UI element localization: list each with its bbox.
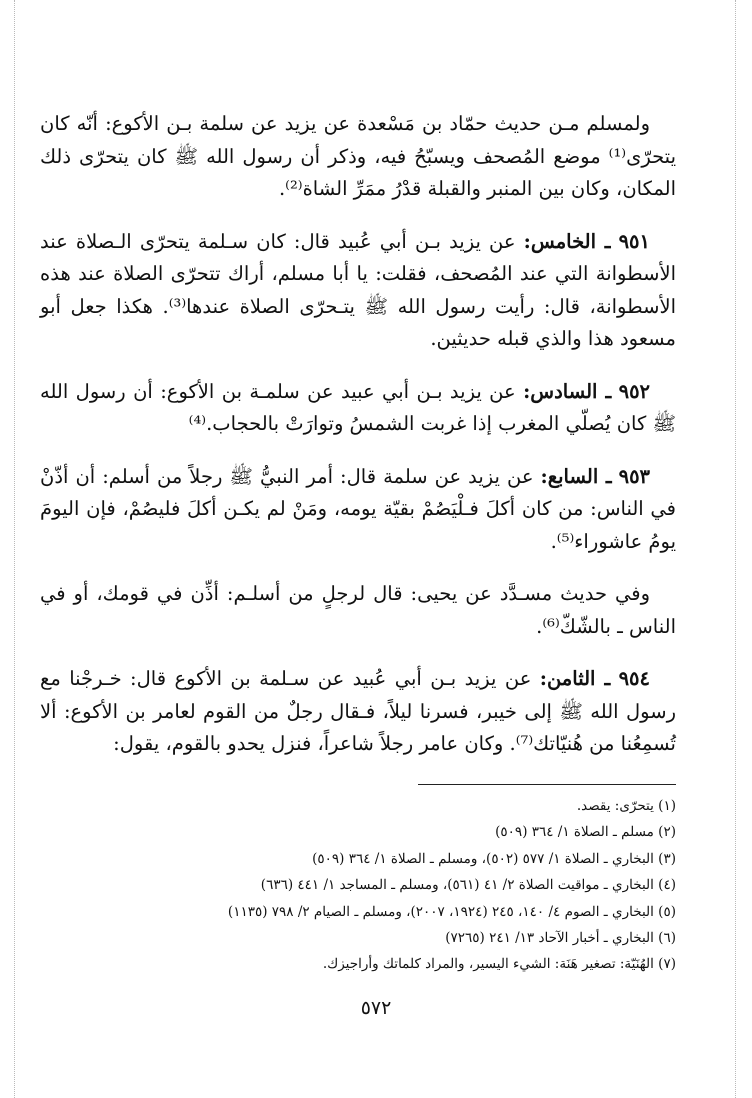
hadith-text: عن يزيد بـن أبي عُبيد عن سـلمة بن الأكوع قال: خـرجْنا مع رسول الله ﷺ إلى خيبر، فسرنا ليلاً، فـقال رجلٌ من القوم لعامر بن الأكوع: ألا تُسمِعُنا من هُنيّاتك⁽⁷⁾. وكان عامر رجلاً شاعراً، فنزل يحدو بالقوم، يقول: <box>40 667 676 755</box>
hadith-number: ٩٥٣ <box>618 464 651 488</box>
footnotes <box>80 793 676 978</box>
footnote-7: (٧) الهُنَيّة: تصغير هَنَة: الشيء اليسير، والمراد كلماتك وأراجيزك. <box>322 956 676 973</box>
right-margin-guide <box>735 0 736 1098</box>
hadith-number: ٩٥٢ <box>618 379 651 403</box>
footnote-4: (٤) البخاري ـ مواقيت الصلاة ٢/ ٤١ (٥٦١)، ومسلم ـ المساجد ١/ ٤٤١ (٦٣٦) <box>260 877 676 894</box>
paragraph-text: ولمسلم مـن حديث حمّاد بن مَسْعدة عن يزيد عن سلمة بـن الأكوع: أنّه كان يتحرّى⁽¹⁾ موضع المُصحف ويسبّحُ فيه، وذكر أن رسول الله ﷺ كان يتحرّى ذلك المكان، وكان بين المنبر والقبلة قدْرُ ممَرِّ الشاة⁽²⁾. <box>40 112 676 200</box>
hadith-954 <box>40 663 676 761</box>
hadith-number: ٩٥١ <box>618 229 650 253</box>
hadith-heading: ـ الخامس: <box>523 229 611 253</box>
hadith-heading: ـ السادس: <box>523 379 612 403</box>
footnote-2: (٢) مسلم ـ الصلاة ١/ ٣٦٤ (٥٠٩) <box>495 824 676 841</box>
hadith-951 <box>40 226 676 356</box>
hadith-number: ٩٥٤ <box>618 667 650 690</box>
paragraph-intro <box>40 108 676 206</box>
main-text <box>40 108 676 781</box>
footnote-1: (١) يتحرّى: يقصد. <box>576 798 676 814</box>
footnote-6: (٦) البخاري ـ أخبار الآحاد ١٣/ ٢٤١ (٧٢٦٥) <box>445 930 676 947</box>
paragraph-musaddad <box>40 578 676 643</box>
hadith-953 <box>40 461 676 559</box>
hadith-heading: ـ السابع: <box>540 464 612 488</box>
hadith-952 <box>40 376 676 441</box>
left-margin-guide <box>14 0 15 1098</box>
hadith-text: عن يزيد عن سلمة قال: أمر النبيُّ ﷺ رجلاً من أسلم: أن أذّنْ في الناس: من كان أكلَ فـلْيَصُمْ بقيّة يومه، ومَنْ لم يكـن أكلَ فليصُمْ، فإن اليومَ يومُ عاشوراء⁽⁵⁾. <box>40 464 676 553</box>
footnote-5: (٥) البخاري ـ الصوم ٤/ ١٤٠، ٢٤٥ (١٩٢٤، ٢٠٠٧)، ومسلم ـ الصيام ٢/ ٧٩٨ (١١٣٥) <box>227 903 676 920</box>
footnote-3: (٣) البخاري ـ الصلاة ١/ ٥٧٧ (٥٠٢)، ومسلم ـ الصلاة ١/ ٣٦٤ (٥٠٩) <box>312 850 676 867</box>
hadith-text: عن يزيد بـن أبي عبيد عن سلمـة بن الأكوع: أن رسول الله ﷺ كان يُصلّي المغرب إذا غربت الشمسُ وتوارَتْ بالحجاب.⁽⁴⁾ <box>40 379 676 435</box>
paragraph-text: وفي حديث مسـدَّد عن يحيى: قال لرجلٍ من أسلـم: أذِّن في قومك، أو في الناس ـ بالشّكّ⁽⁶⁾. <box>40 582 676 638</box>
page-number: ٥٧٢ <box>360 997 392 1019</box>
hadith-text: عن يزيد بـن أبي عُبيد قال: كان سـلمة يتحرّى الـصلاة عند الأسطوانة التي عند المُصحف، فقلت: يا أبا مسلم، أراك تتحرّى الصلاة عند هذه الأسطوانة، قال: رأيت رسول الله ﷺ يتـحرّى الصلاة عندها⁽³⁾. هكذا جعل أبو مسعود هذا والذي قبله حديثين. <box>40 229 677 350</box>
hadith-heading: ـ الثامن: <box>539 667 611 690</box>
footnote-separator <box>418 784 676 785</box>
